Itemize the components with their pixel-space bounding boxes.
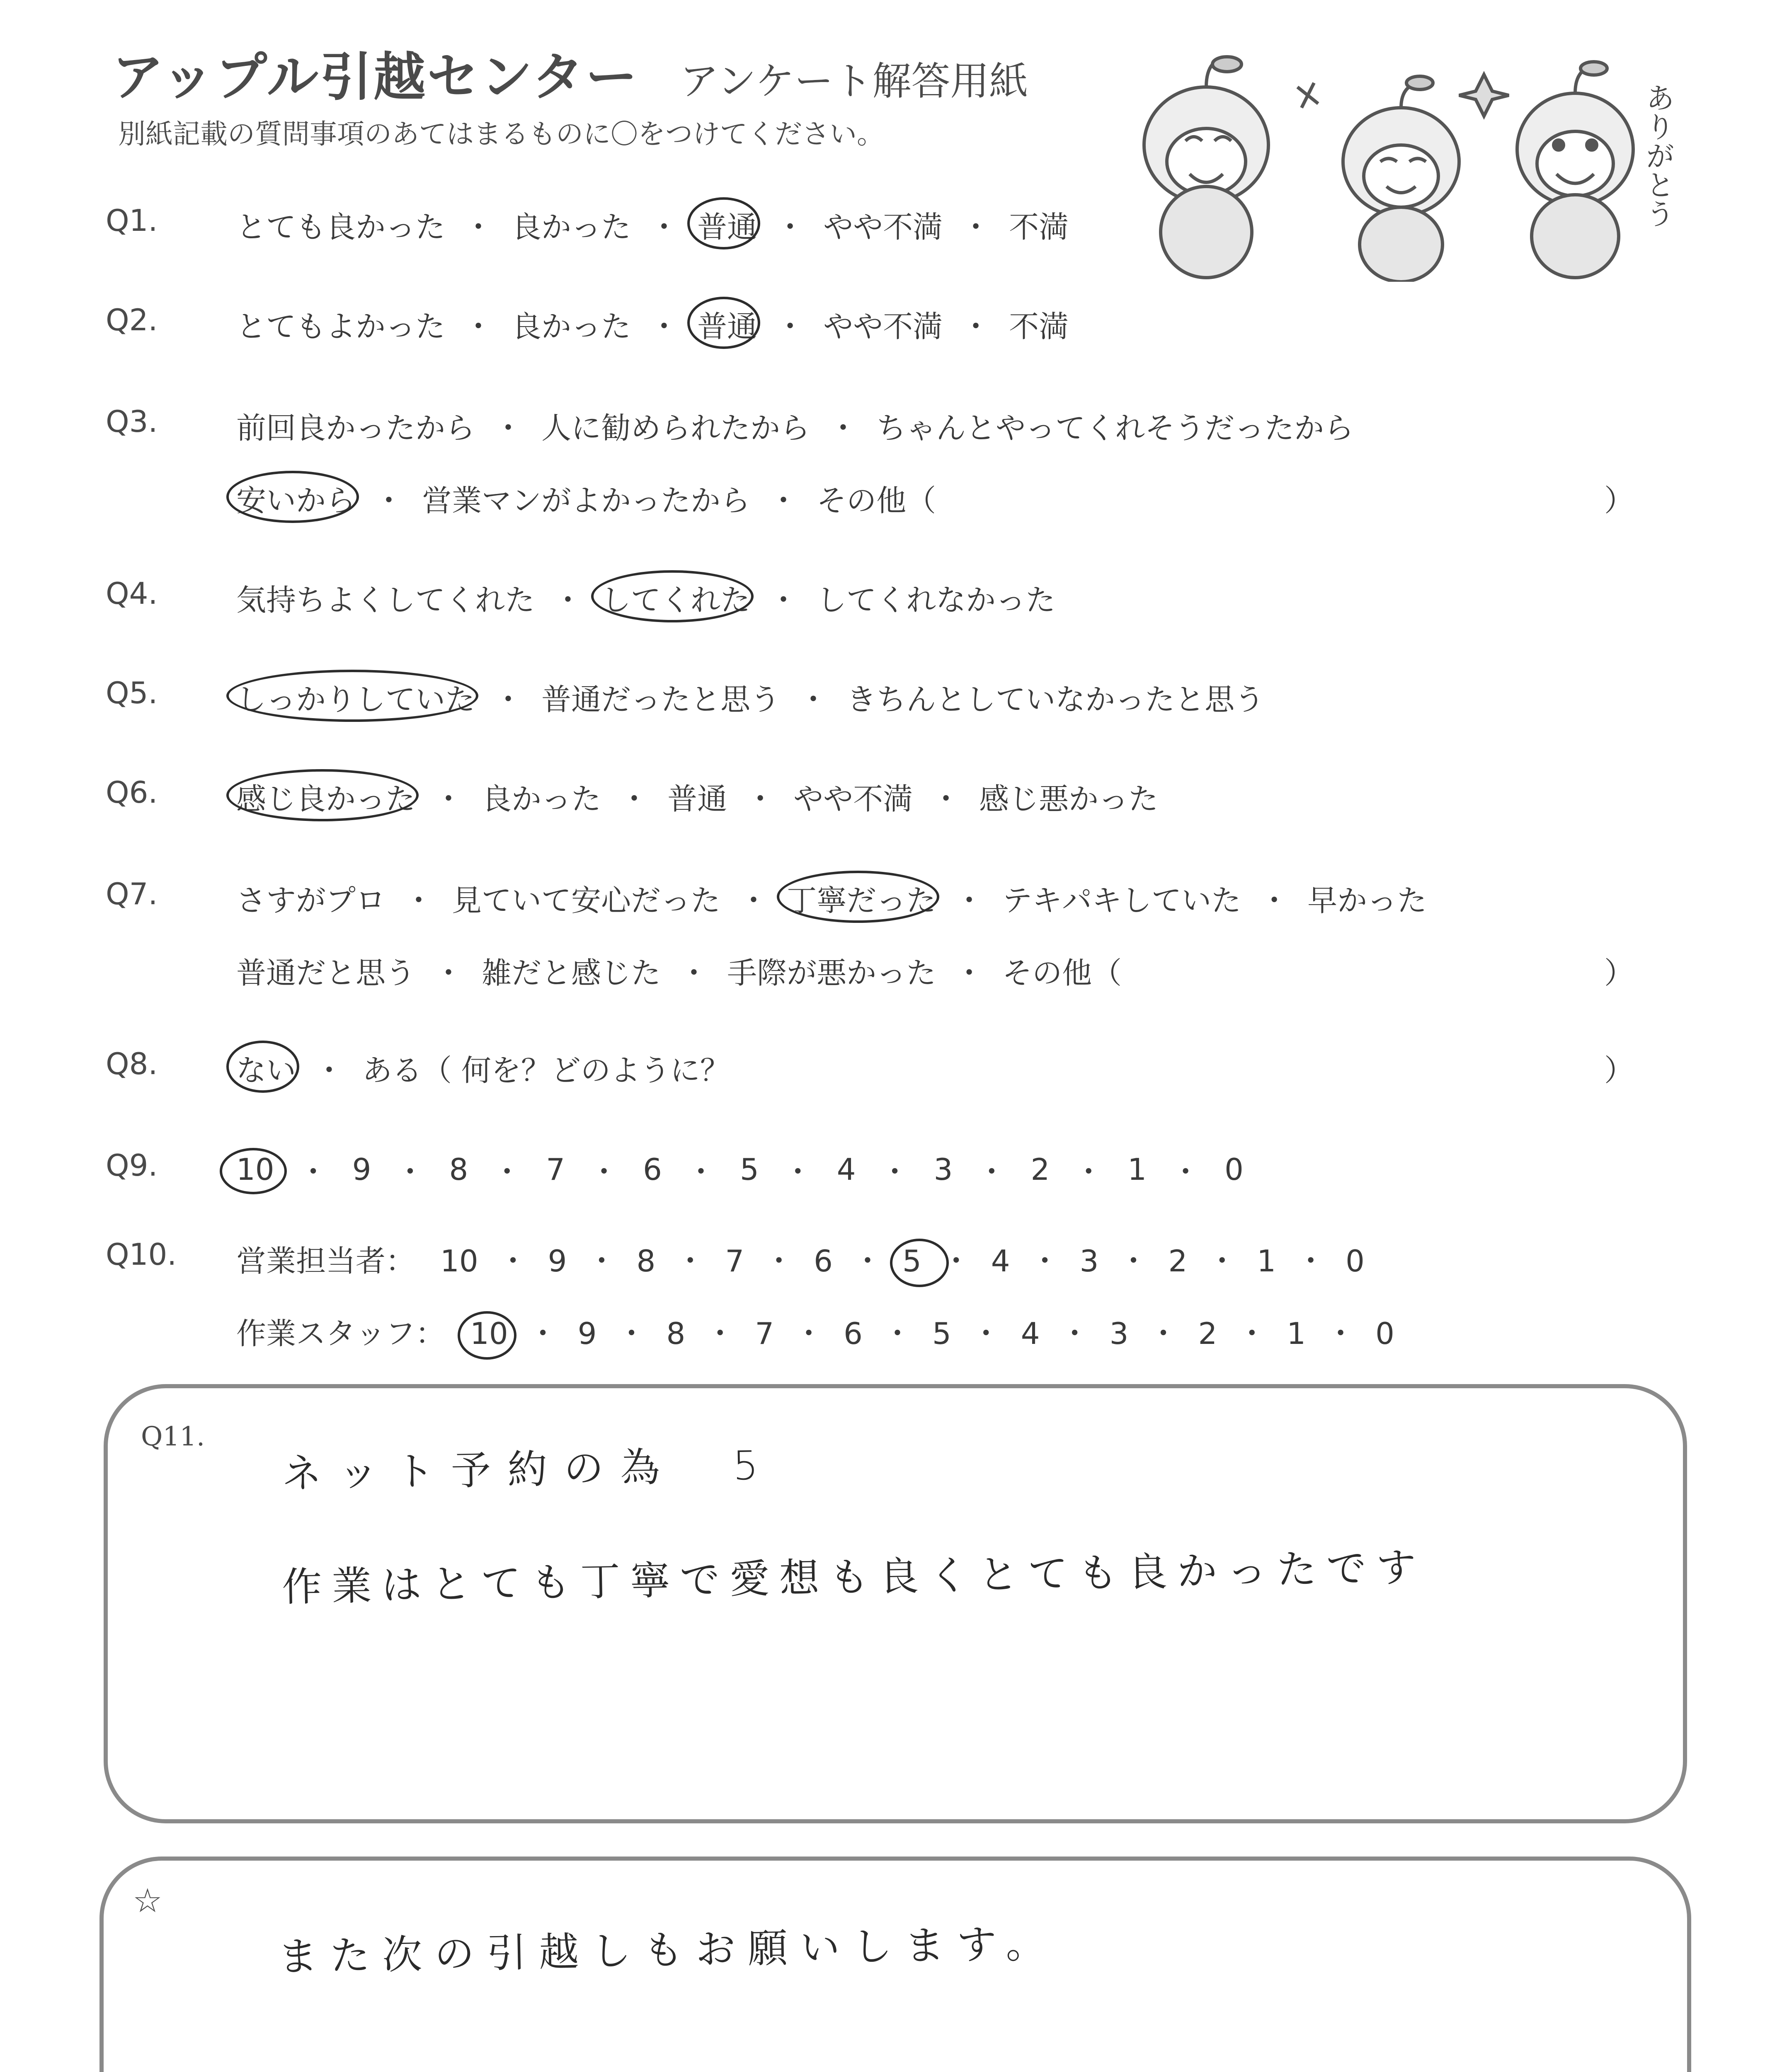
option-separator: ・ <box>463 309 494 344</box>
selection-circle-mark <box>226 471 359 523</box>
q7-option[interactable]: 見ていて安心だった <box>452 883 721 918</box>
monkey-mascots-illustration <box>1119 50 1683 282</box>
option-separator: ・ <box>783 1155 813 1189</box>
option-separator: ・ <box>828 411 858 445</box>
option-separator: ・ <box>616 1316 647 1351</box>
q10-scale-option[interactable]: 4 <box>1021 1316 1040 1351</box>
q4-option[interactable]: してくれた <box>601 576 750 619</box>
q10-scale-option[interactable]: 9 <box>577 1316 597 1351</box>
option-separator: ・ <box>798 682 829 717</box>
q10-scale-option[interactable]: 4 <box>991 1244 1010 1278</box>
q5-option[interactable]: きちんとしていなかったと思う <box>846 682 1265 717</box>
q7-option[interactable]: 雑だと感じた <box>482 956 661 990</box>
q6-option[interactable]: 感じ悪かった <box>979 782 1159 816</box>
option-separator: ・ <box>619 782 650 816</box>
q11-handwritten-line-1: ネット予約の為 5 <box>281 1442 776 1497</box>
option-separator: ・ <box>686 1155 716 1189</box>
q3-option[interactable]: その他（ <box>817 483 936 518</box>
q7-option[interactable]: さすがプロ <box>236 883 386 918</box>
q7-option[interactable]: 手際が悪かった <box>727 956 936 990</box>
q3-options-row <box>236 404 1354 447</box>
q3-option[interactable]: 営業マンがよかったから <box>422 483 751 518</box>
thanks-text: ありがとう <box>1641 83 1675 228</box>
q10-scale-option[interactable]: 6 <box>844 1316 863 1351</box>
q11-handwritten-line-2: 作業はとても丁寧で愛想も良くとても良かったです <box>281 1544 1426 1611</box>
q6-option[interactable]: 感じ良かった <box>236 775 415 818</box>
option-separator: ・ <box>298 1155 328 1189</box>
q2-option[interactable]: やや不満 <box>823 309 943 344</box>
q3-options-row <box>236 477 936 520</box>
q4-options-row <box>236 576 1055 619</box>
q5-options-row <box>236 675 1264 719</box>
selection-circle-mark <box>591 570 754 622</box>
option-separator: ・ <box>528 1316 558 1351</box>
option-separator: ・ <box>498 1244 528 1278</box>
q10-sales-row <box>236 1237 1365 1280</box>
q1-option[interactable]: やや不満 <box>823 210 943 244</box>
question-number-q8: Q8. <box>106 1046 158 1081</box>
option-separator: ・ <box>882 1316 912 1351</box>
q1-option[interactable]: 普通 <box>697 203 757 246</box>
q7-option[interactable]: その他（ <box>1002 956 1122 990</box>
q9-option[interactable]: 9 <box>352 1152 371 1187</box>
monkey-right <box>1517 62 1633 278</box>
q10-sales-label: 営業担当者： <box>236 1244 416 1278</box>
option-separator: ・ <box>463 210 494 244</box>
option-separator: ・ <box>961 309 991 344</box>
selection-circle-mark <box>687 197 760 249</box>
q1-option[interactable]: 良かった <box>512 210 631 244</box>
q3-option[interactable]: 人に勧められたから <box>541 411 810 445</box>
option-separator: ・ <box>931 782 961 816</box>
q2-option[interactable]: 普通 <box>697 303 757 346</box>
q10-scale-option[interactable]: 10 <box>470 1316 508 1351</box>
selection-circle-mark <box>687 297 760 349</box>
question-number-q7: Q7. <box>106 876 158 911</box>
star-label: ☆ <box>133 1881 162 1920</box>
q10-scale-option[interactable]: 1 <box>1287 1316 1306 1351</box>
option-separator: ・ <box>589 1155 619 1189</box>
selection-circle-mark <box>226 1041 299 1093</box>
q10-scale-option[interactable]: 0 <box>1375 1316 1394 1351</box>
free-comment-box[interactable] <box>99 1857 1691 2072</box>
q5-option[interactable]: しっかりしていた <box>236 675 475 719</box>
option-separator: ・ <box>954 956 984 990</box>
question-number-q6: Q6. <box>106 775 158 810</box>
q10-scale-option[interactable]: 8 <box>666 1316 686 1351</box>
q10-scale-option[interactable]: 2 <box>1168 1244 1188 1278</box>
q11-label: Q11. <box>141 1421 205 1452</box>
q3-option[interactable]: ちゃんとやってくれそうだったから <box>876 411 1354 445</box>
q8-options-row <box>236 1046 730 1089</box>
q8-closing-paren: ） <box>1604 1053 1634 1088</box>
option-separator: ・ <box>775 210 805 244</box>
option-separator: ・ <box>587 1244 617 1278</box>
q7-options-row <box>236 949 1122 992</box>
option-separator: ・ <box>941 1244 971 1278</box>
q2-options-row <box>236 303 1069 346</box>
selection-circle-mark <box>220 1148 287 1194</box>
q10-scale-option[interactable]: 9 <box>548 1244 567 1278</box>
option-separator: ・ <box>775 309 805 344</box>
selection-circle-mark <box>226 670 478 722</box>
q1-option[interactable]: 不満 <box>1009 210 1069 244</box>
option-separator: ・ <box>1259 883 1290 918</box>
form-subtitle: アンケート解答用紙 <box>680 59 1028 104</box>
q9-option[interactable]: 8 <box>449 1152 468 1187</box>
q9-option[interactable]: 1 <box>1127 1152 1147 1187</box>
q5-option[interactable]: 普通だったと思う <box>541 682 781 717</box>
option-separator: ・ <box>880 1155 910 1189</box>
option-separator: ・ <box>961 210 991 244</box>
q9-option[interactable]: 6 <box>643 1152 662 1187</box>
q9-option[interactable]: 10 <box>236 1152 274 1187</box>
q8-option[interactable]: ある（ 何を？どのように？ <box>362 1053 730 1088</box>
q3-option[interactable]: 安いから <box>236 477 356 520</box>
q10-scale-option[interactable]: 6 <box>814 1244 833 1278</box>
q7-option[interactable]: テキパキしていた <box>1002 883 1241 918</box>
option-separator: ・ <box>1171 1155 1201 1189</box>
q10-scale-option[interactable]: 3 <box>1109 1316 1129 1351</box>
q2-option[interactable]: 良かった <box>512 309 631 344</box>
form-title: アップル引越センター <box>112 47 639 107</box>
question-number-q3: Q3. <box>106 404 158 439</box>
monkey-middle <box>1343 76 1459 282</box>
form-instruction: 別紙記載の質問事項のあてはまるものに〇をつけてください。 <box>118 118 884 150</box>
q3-closing-paren: ） <box>1604 483 1634 518</box>
q4-option[interactable]: してくれなかった <box>817 583 1056 617</box>
q9-options-row <box>236 1148 1244 1191</box>
option-separator: ・ <box>852 1244 883 1278</box>
option-separator: ・ <box>739 883 769 918</box>
option-separator: ・ <box>374 483 404 518</box>
option-separator: ・ <box>1060 1316 1090 1351</box>
q10-scale-option[interactable]: 8 <box>636 1244 656 1278</box>
option-separator: ・ <box>745 782 776 816</box>
option-separator: ・ <box>679 956 709 990</box>
q10-staff-row <box>236 1310 1394 1353</box>
q7-options-row <box>236 876 1427 920</box>
option-separator: ・ <box>769 483 799 518</box>
option-separator: ・ <box>434 782 464 816</box>
q10-sales-scale <box>440 1237 1365 1280</box>
question-number-q9: Q9. <box>106 1148 158 1183</box>
option-separator: ・ <box>314 1053 344 1088</box>
q10-scale-option[interactable]: 0 <box>1346 1244 1365 1278</box>
option-separator: ・ <box>1030 1244 1060 1278</box>
option-separator: ・ <box>649 309 679 344</box>
q2-option[interactable]: 不満 <box>1009 309 1069 344</box>
q9-option[interactable]: 2 <box>1030 1152 1050 1187</box>
option-separator: ・ <box>493 411 524 445</box>
option-separator: ・ <box>1296 1244 1326 1278</box>
option-separator: ・ <box>553 583 583 617</box>
question-number-q2: Q2. <box>106 303 158 337</box>
comment-handwritten-line-1: また次の引越しもお願いします。 <box>277 1920 1059 1980</box>
q9-option[interactable]: 0 <box>1224 1152 1244 1187</box>
q10-scale-option[interactable]: 1 <box>1257 1244 1276 1278</box>
q10-scale-option[interactable]: 7 <box>755 1316 774 1351</box>
option-separator: ・ <box>769 583 799 617</box>
q7-option[interactable]: 普通だと思う <box>236 956 416 990</box>
q9-option[interactable]: 5 <box>739 1152 759 1187</box>
option-separator: ・ <box>434 956 464 990</box>
q10-scale-option[interactable]: 7 <box>725 1244 744 1278</box>
q7-closing-paren: ） <box>1604 956 1634 990</box>
q10-scale-option[interactable]: 5 <box>932 1316 951 1351</box>
selection-circle-mark <box>777 871 939 923</box>
option-separator: ・ <box>764 1244 794 1278</box>
monkey-left <box>1144 57 1268 278</box>
q6-option[interactable]: 普通 <box>667 782 727 816</box>
q9-option[interactable]: 3 <box>933 1152 953 1187</box>
option-separator: ・ <box>1237 1316 1267 1351</box>
q10-staff-label: 作業スタッフ： <box>236 1316 446 1351</box>
question-number-q1: Q1. <box>106 203 158 238</box>
option-separator: ・ <box>954 883 984 918</box>
selection-circle-mark <box>458 1311 516 1360</box>
option-separator: ・ <box>675 1244 706 1278</box>
q2-option[interactable]: とてもよかった <box>236 309 446 344</box>
q10-scale-option[interactable]: 2 <box>1198 1316 1217 1351</box>
q7-option[interactable]: 丁寧だった <box>787 876 936 920</box>
selection-circle-mark <box>226 769 419 821</box>
option-separator: ・ <box>395 1155 425 1189</box>
option-separator: ・ <box>794 1316 824 1351</box>
option-separator: ・ <box>1326 1316 1356 1351</box>
option-separator: ・ <box>705 1316 735 1351</box>
q9-option[interactable]: 4 <box>836 1152 856 1187</box>
q1-options-row <box>236 203 1069 246</box>
q3-option[interactable]: 前回良かったから <box>236 411 475 445</box>
question-number-q5: Q5. <box>106 675 158 710</box>
question-number-q10: Q10. <box>106 1237 177 1272</box>
option-separator: ・ <box>971 1316 1001 1351</box>
option-separator: ・ <box>404 883 434 918</box>
option-separator: ・ <box>1074 1155 1104 1189</box>
option-separator: ・ <box>492 1155 522 1189</box>
q9-option[interactable]: 7 <box>546 1152 565 1187</box>
option-separator: ・ <box>1148 1316 1178 1351</box>
selection-circle-mark <box>890 1239 949 1287</box>
option-separator: ・ <box>977 1155 1007 1189</box>
q4-option[interactable]: 気持ちよくしてくれた <box>236 583 535 617</box>
q7-option[interactable]: 早かった <box>1307 883 1427 918</box>
option-separator: ・ <box>493 682 524 717</box>
q10-scale-option[interactable]: 5 <box>902 1244 921 1278</box>
q6-option[interactable]: 良かった <box>482 782 601 816</box>
q6-option[interactable]: やや不満 <box>793 782 913 816</box>
q8-option[interactable]: ない <box>236 1046 296 1089</box>
option-separator: ・ <box>1207 1244 1237 1278</box>
option-separator: ・ <box>649 210 679 244</box>
q10-scale-option[interactable]: 3 <box>1079 1244 1099 1278</box>
q10-scale-option[interactable]: 10 <box>440 1244 478 1278</box>
question-number-q4: Q4. <box>106 576 158 611</box>
q11-comment-box[interactable] <box>104 1384 1687 1823</box>
q10-staff-scale <box>470 1310 1394 1353</box>
q1-option[interactable]: とても良かった <box>236 210 446 244</box>
q6-options-row <box>236 775 1158 818</box>
option-separator: ・ <box>1118 1244 1149 1278</box>
